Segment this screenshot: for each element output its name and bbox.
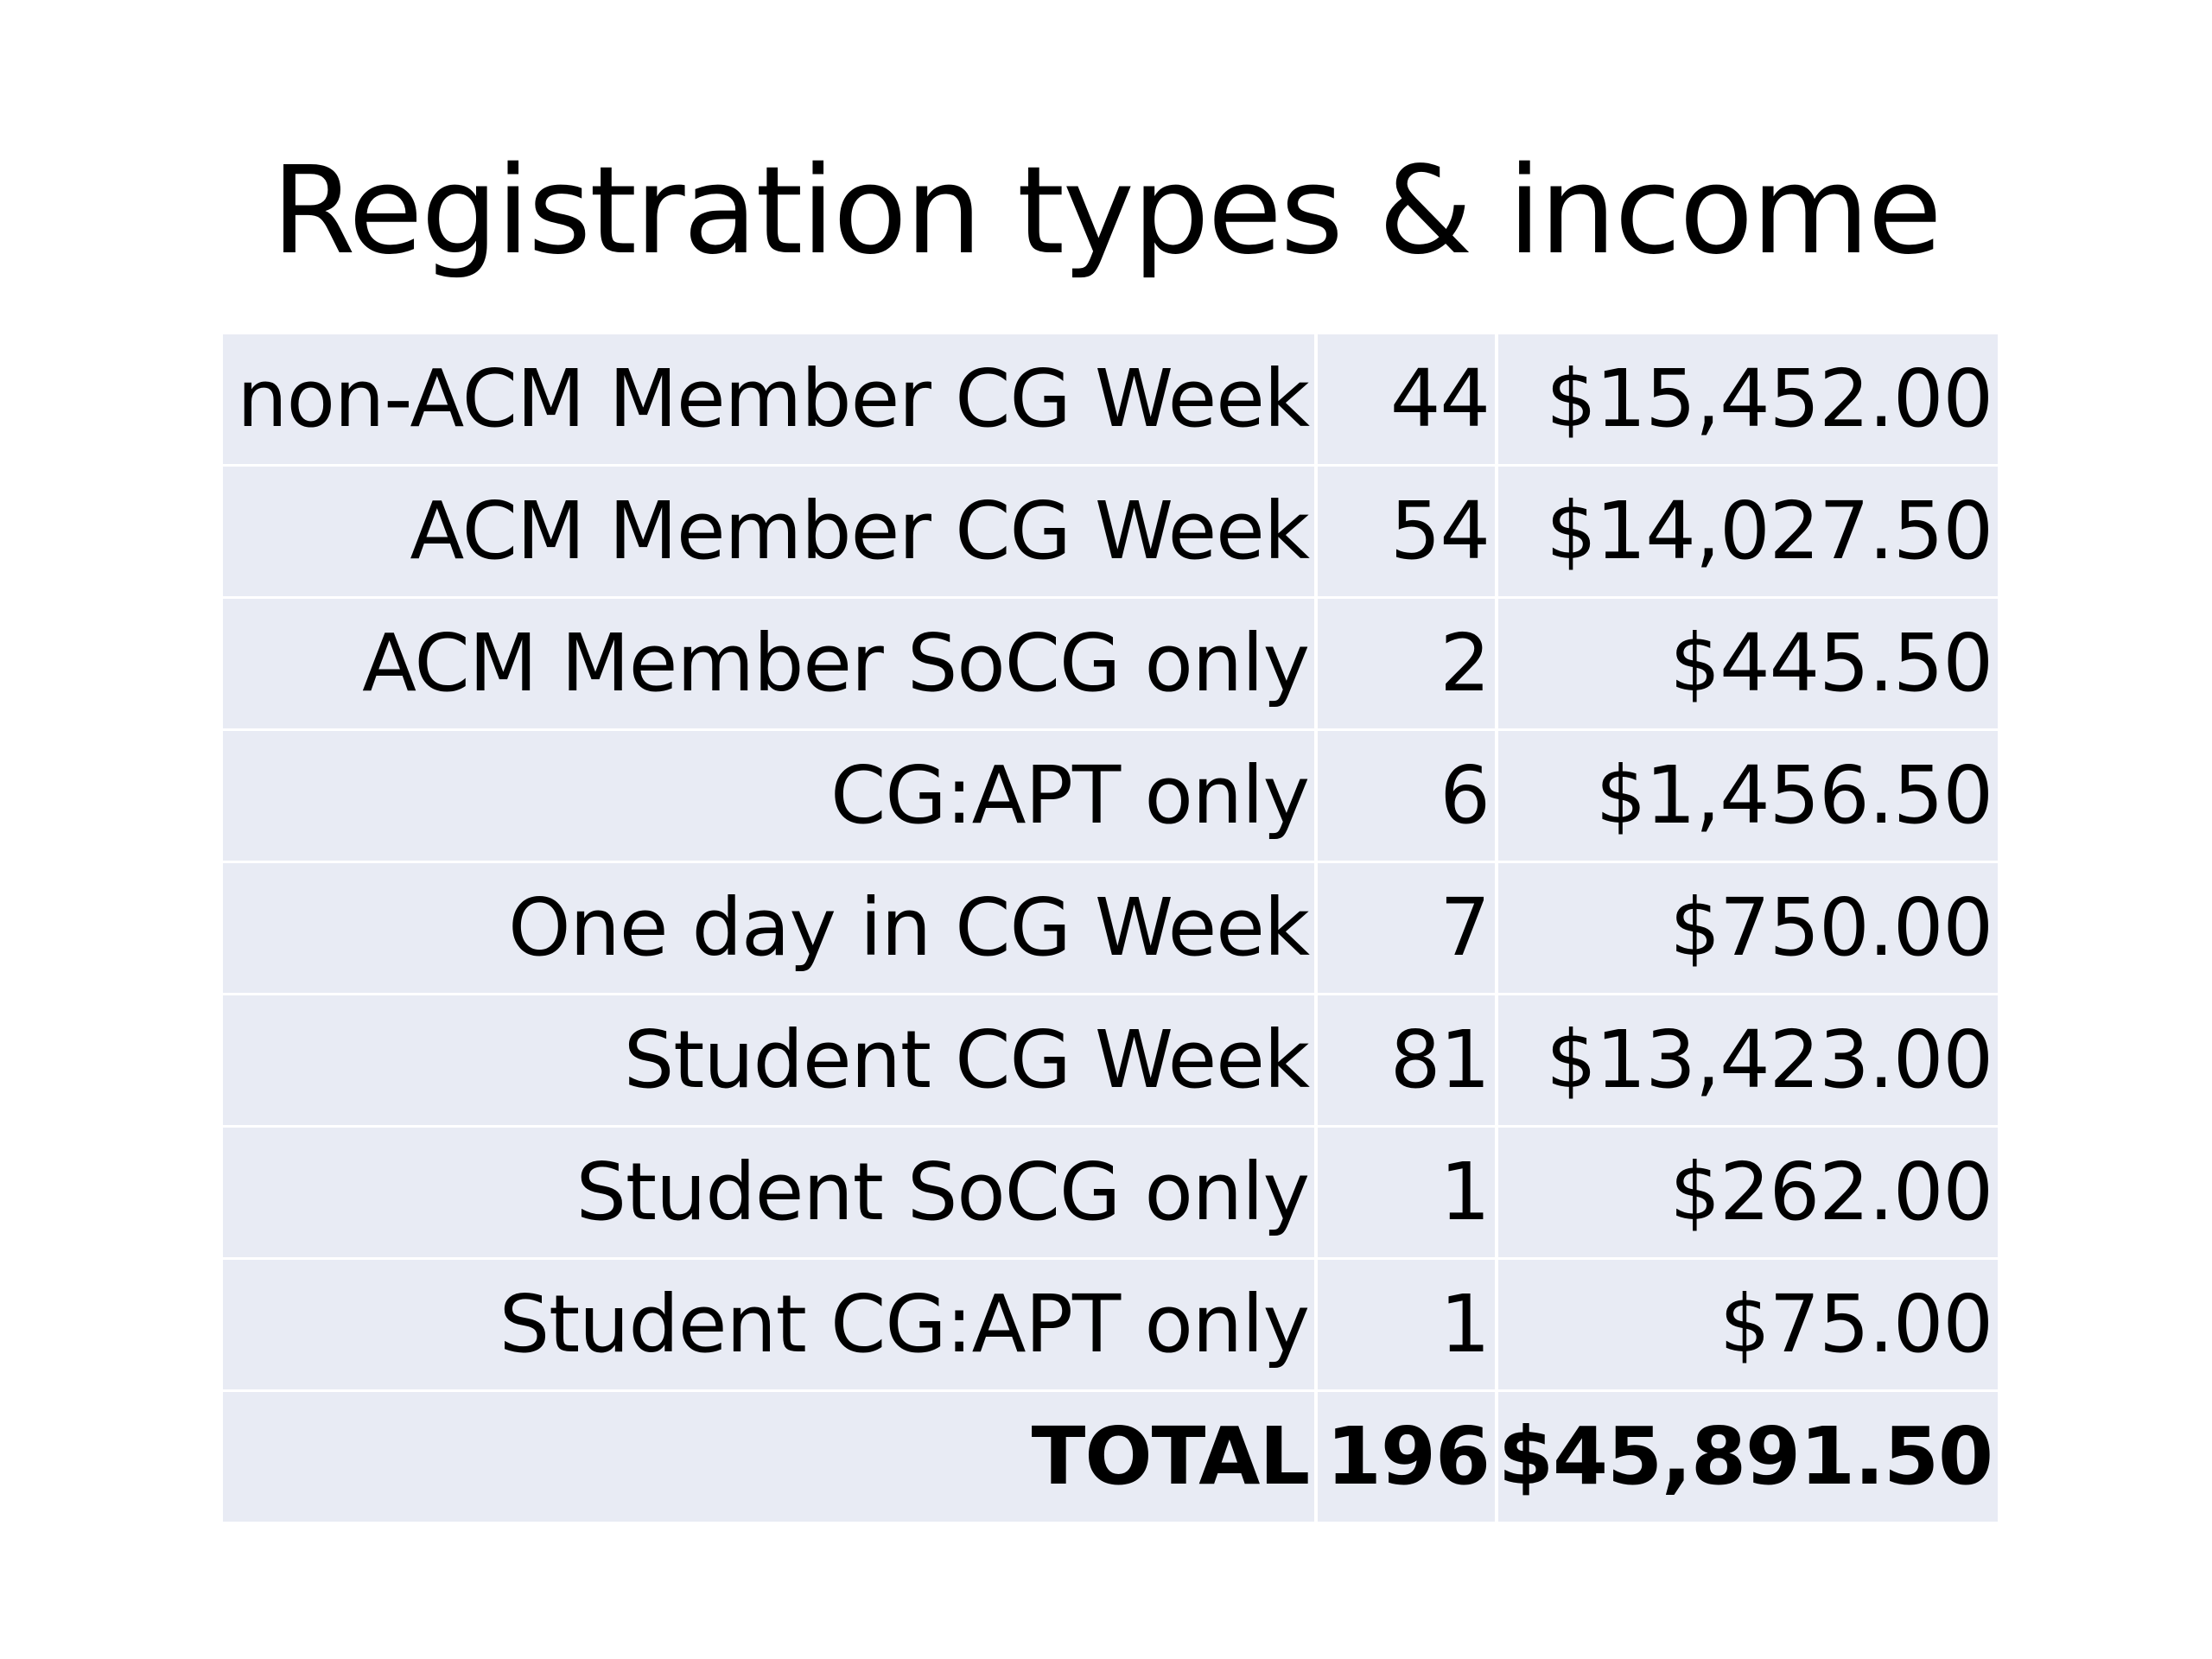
count-cell: 7 [1316, 862, 1497, 995]
slide-title: Registration types & income [271, 141, 1941, 282]
count-cell: 54 [1316, 466, 1497, 598]
total-count-cell: 196 [1316, 1391, 1497, 1522]
table-row [223, 466, 1998, 598]
income-cell: $14,027.50 [1497, 466, 1998, 598]
count-cell: 81 [1316, 995, 1497, 1127]
registration-type-cell: Student CG:APT only [223, 1259, 1316, 1391]
income-cell: $445.50 [1497, 598, 1998, 730]
table-row [223, 1259, 1998, 1391]
table-row [223, 334, 1998, 466]
registration-type-cell: ACM Member CG Week [223, 466, 1316, 598]
registration-table [223, 334, 1998, 1522]
registration-type-cell: non-ACM Member CG Week [223, 334, 1316, 466]
income-cell: $1,456.50 [1497, 730, 1998, 862]
registration-type-cell: Student SoCG only [223, 1127, 1316, 1259]
table-row [223, 862, 1998, 995]
registration-type-cell: One day in CG Week [223, 862, 1316, 995]
table-row [223, 730, 1998, 862]
table-row [223, 995, 1998, 1127]
income-cell: $750.00 [1497, 862, 1998, 995]
total-label-cell: TOTAL [223, 1391, 1316, 1522]
table-row [223, 598, 1998, 730]
registration-type-cell: CG:APT only [223, 730, 1316, 862]
income-cell: $13,423.00 [1497, 995, 1998, 1127]
income-cell: $75.00 [1497, 1259, 1998, 1391]
total-income-cell: $45,891.50 [1497, 1391, 1998, 1522]
registration-type-cell: Student CG Week [223, 995, 1316, 1127]
income-cell: $15,452.00 [1497, 334, 1998, 466]
table-row [223, 1127, 1998, 1259]
count-cell: 1 [1316, 1127, 1497, 1259]
count-cell: 1 [1316, 1259, 1497, 1391]
count-cell: 6 [1316, 730, 1497, 862]
count-cell: 2 [1316, 598, 1497, 730]
income-cell: $262.00 [1497, 1127, 1998, 1259]
count-cell: 44 [1316, 334, 1497, 466]
registration-type-cell: ACM Member SoCG only [223, 598, 1316, 730]
total-row [223, 1391, 1998, 1522]
